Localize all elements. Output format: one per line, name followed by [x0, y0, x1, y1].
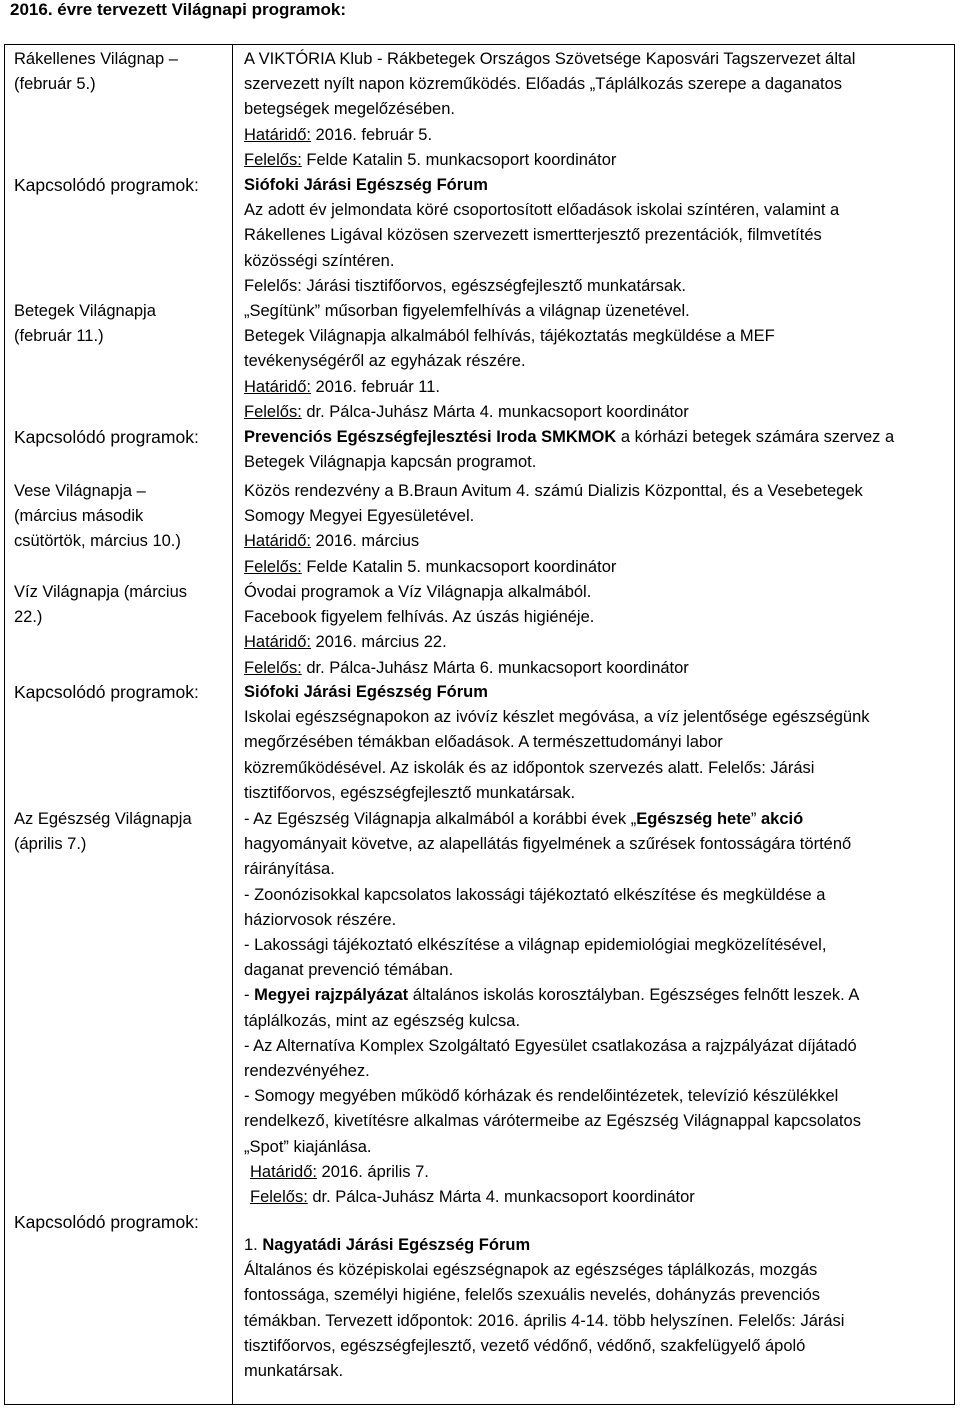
hatarido-value: 2016. március 22.	[310, 633, 447, 652]
text-line: munkatársak.	[244, 1362, 344, 1381]
vese-line-3: csütörtök, március 10.)	[14, 532, 181, 551]
text-line: Általános és középiskolai egészségnapok az egészséges táplálkozás, mozgás	[244, 1261, 818, 1280]
felelos-label: Felelős:	[244, 557, 302, 576]
text-fragment: -	[244, 986, 255, 1005]
felelos-label: Felelős:	[250, 1188, 308, 1207]
kapcsolodo-programok-label-2: Kapcsolódó programok:	[14, 427, 199, 447]
rakellenes-program-block	[244, 47, 949, 173]
text-fragment: - Az Egészség Világnapja alkalmából a korábbi évek „	[244, 810, 637, 828]
text-line: ráirányítása.	[244, 860, 335, 879]
text-line: Iskolai egészségnapokon az ivóvíz készlet megóvása, a víz jelentősége egészségünk	[244, 708, 870, 727]
text-line: Közös rendezvény a B.Braun Avitum 4. számú Dializis Központtal, és a Vesebetegek	[244, 482, 863, 500]
text-line: fontossága, személyi higiéne, felelős szexuális nevelés, dohányzás prevenciós	[244, 1286, 820, 1305]
hatarido-value: 2016. február 5.	[310, 125, 433, 144]
hatarido-label: Határidő:	[244, 125, 311, 144]
hatarido-value: 2016. március	[310, 532, 420, 551]
section-heading: Siófoki Járási Egészség Fórum	[244, 176, 488, 194]
vese-vilagnapja-label	[14, 479, 226, 555]
text-line: - Somogy megyében működő kórházak és rendelőintézetek, televízió készülékkel	[244, 1087, 839, 1106]
text-line: Betegek Világnapja alkalmából felhívás, tájékoztatás megküldése a MEF	[244, 327, 775, 346]
betegek-line-2: (február 11.)	[14, 327, 104, 346]
text-line: Felelős: Járási tisztifőorvos, egészségfejlesztő munkatársak.	[244, 276, 687, 295]
text-line: Óvodai programok a Víz Világnapja alkalmából.	[244, 583, 592, 601]
betegek-line-1: Betegek Világnapja	[14, 302, 156, 320]
akcio-text: akció	[761, 810, 804, 828]
felelos-line	[244, 656, 949, 681]
viz-vilagnapja-label	[14, 580, 226, 630]
text-line: daganat prevenció témában.	[244, 961, 454, 980]
hatarido-line	[244, 630, 949, 655]
page-title: 2016. évre tervezett Világnapi programok:	[10, 0, 347, 19]
text-line: közreműködésével. Az iskolák és az időpontok szervezés alatt. Felelős: Járási	[244, 758, 815, 777]
vese-line-2: (március második	[14, 507, 144, 526]
felelos-line	[244, 400, 949, 425]
text-line: - Az Alternatíva Komplex Szolgáltató Egyesület csatlakozása a rajzpályázat díjátadó	[244, 1036, 857, 1055]
egeszseg-line-1: Az Egészség Világnapja	[14, 810, 192, 828]
text-line: megőrzésében témákban előadások. A természettudományi labor	[244, 733, 723, 752]
betegek-vilagnapja-label	[14, 299, 226, 349]
hatarido-label: Határidő:	[244, 532, 311, 551]
vese-program-block	[244, 479, 949, 580]
egeszseg-program-block	[244, 807, 949, 1210]
hatarido-value: 2016. február 11.	[310, 377, 440, 396]
text-fragment: a kórházi betegek számára szervez a	[616, 428, 895, 446]
viz-line-1: Víz Világnapja (március	[14, 583, 188, 601]
egeszseg-vilagnapja-label	[14, 807, 226, 857]
hatarido-label: Határidő:	[244, 377, 311, 396]
vese-line-1: Vese Világnapja –	[14, 482, 146, 500]
hatarido-line	[244, 123, 949, 148]
prevencios-iroda-block	[244, 425, 949, 475]
felelos-value: Felde Katalin 5. munkacsoport koordinátor	[301, 557, 617, 576]
nagyatadi-forum-block	[244, 1233, 949, 1384]
hatarido-label: Határidő:	[244, 633, 311, 652]
text-line: - Zoonózisokkal kapcsolatos lakossági tájékoztató elkészítése és megküldése a	[244, 885, 826, 904]
hatarido-line	[244, 529, 949, 554]
siofoki-forum-block-1	[244, 173, 949, 299]
kapcsolodo-programok-label-3: Kapcsolódó programok:	[14, 682, 199, 702]
column-divider	[232, 44, 233, 1405]
hatarido-line	[244, 1160, 949, 1185]
siofoki-forum-block-2	[244, 680, 949, 806]
text-line: „Segítünk” műsorban figyelemfelhívás a világnap üzenetével.	[244, 302, 690, 320]
text-line: rendezvényéhez.	[244, 1062, 370, 1081]
text-line: tisztifőorvos, egészségfejlesztő, vezető védőnő, védőnő, szakfelügyelő ápoló	[244, 1336, 806, 1355]
felelos-label: Felelős:	[244, 150, 302, 169]
text-fragment: általános iskolás korosztályban. Egészséges felnőtt leszek. A	[408, 986, 860, 1005]
text-line: - Lakossági tájékoztató elkészítése a világnap epidemiológiai megközelítésével,	[244, 936, 827, 955]
felelos-value: dr. Pálca-Juhász Márta 4. munkacsoport koordinátor	[307, 1188, 695, 1207]
text-line: táplálkozás, mint az egészség kulcsa.	[244, 1011, 521, 1030]
felelos-line	[244, 555, 949, 580]
rajzpalyazat-text: Megyei rajzpályázat	[254, 986, 409, 1005]
text-line	[244, 425, 949, 450]
hatarido-label: Határidő:	[250, 1162, 317, 1181]
egeszseg-line-2: (április 7.)	[14, 835, 87, 854]
felelos-line	[244, 1185, 949, 1210]
text-line: háziorvosok részére.	[244, 910, 397, 929]
rakellenes-line-2: (február 5.)	[14, 75, 96, 94]
text-line: Facebook figyelem felhívás. Az úszás higiénéje.	[244, 608, 595, 627]
felelos-line	[244, 148, 949, 173]
text-line: A VIKTÓRIA Klub - Rákbetegek Országos Szövetsége Kaposvári Tagszervezet által	[244, 50, 856, 68]
text-fragment: ”	[750, 810, 761, 828]
text-line: Rákellenes Ligával közösen szervezett ismertterjesztő prezentációk, filmvetítés	[244, 226, 822, 245]
list-number: 1.	[244, 1236, 263, 1254]
text-line	[244, 983, 949, 1008]
text-line: rendelkező, kivetítésre alkalmas várótermeibe az Egészség Világnappal kapcsolatos	[244, 1112, 861, 1131]
kapcsolodo-programok-label-1: Kapcsolódó programok:	[14, 175, 199, 195]
rakellenes-vilagnap-label	[14, 47, 226, 97]
text-line: Somogy Megyei Egyesületével.	[244, 507, 475, 526]
nagyatadi-heading: Nagyatádi Járási Egészség Fórum	[262, 1236, 531, 1254]
felelos-label: Felelős:	[244, 658, 302, 677]
text-line: Az adott év jelmondata köré csoportosított előadások iskolai színtéren, valamint a	[244, 201, 840, 220]
text-line: Betegek Világnapja kapcsán programot.	[244, 453, 537, 472]
text-line: tisztifőorvos, egészségfejlesztő munkatársak.	[244, 783, 576, 802]
hatarido-line	[244, 375, 949, 400]
felelos-value: dr. Pálca-Juhász Márta 6. munkacsoport koordinátor	[301, 658, 689, 677]
rakellenes-line-1: Rákellenes Világnap –	[14, 50, 178, 68]
text-line: témákban. Tervezett időpontok: 2016. április 4-14. több helyszínen. Felelős: Járási	[244, 1311, 845, 1330]
felelos-value: Felde Katalin 5. munkacsoport koordinátor	[301, 150, 617, 169]
viz-line-2: 22.)	[14, 608, 43, 627]
text-line: „Spot” kiajánlása.	[244, 1137, 372, 1156]
felelos-value: dr. Pálca-Juhász Márta 4. munkacsoport koordinátor	[301, 402, 689, 421]
egeszseg-hete-text: Egészség hete	[636, 810, 751, 828]
hatarido-value: 2016. április 7.	[316, 1162, 429, 1181]
text-line: betegségek megelőzésében.	[244, 100, 455, 119]
text-line: hagyományait követve, az alapellátás figyelmének a szűrések fontosságára történő	[244, 835, 852, 854]
text-line: közösségi színtéren.	[244, 251, 395, 270]
section-heading: Siófoki Járási Egészség Fórum	[244, 683, 488, 701]
kapcsolodo-programok-label-4: Kapcsolódó programok:	[14, 1212, 199, 1232]
organization-name: Prevenciós Egészségfejlesztési Iroda SMKMOK	[244, 428, 617, 446]
text-line: tevékenységéről az egyházak részére.	[244, 352, 526, 371]
viz-program-block	[244, 580, 949, 681]
text-line	[244, 807, 949, 832]
betegek-program-block	[244, 299, 949, 425]
text-line: szervezett nyílt napon közreműködés. Előadás „Táplálkozás szerepe a daganatos	[244, 75, 843, 94]
section-heading	[244, 1233, 949, 1258]
felelos-label: Felelős:	[244, 402, 302, 421]
